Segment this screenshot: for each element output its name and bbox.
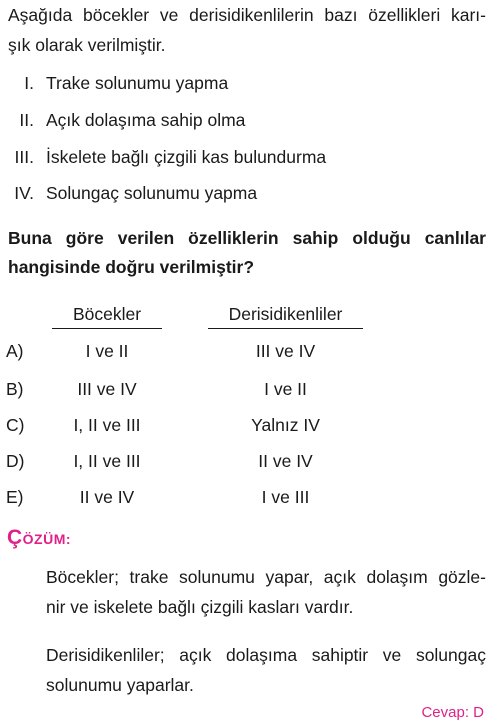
statement-2-text: Açık dolaşıma sahip olma: [46, 110, 246, 130]
statement-1: [0, 72, 491, 96]
column-header-derisidikenliler-underline: [208, 328, 363, 329]
solution-heading-rest: ÖZÜM:: [22, 531, 72, 547]
option-b[interactable]: [0, 379, 491, 403]
solution-heading: [7, 526, 71, 550]
statement-1-text: Trake solunumu yapma: [46, 73, 229, 93]
statement-1-number: I.: [24, 73, 34, 93]
solution-para-2-line-2: solunumu yaparlar.: [46, 675, 194, 695]
option-a-bocekler: I ve II: [85, 341, 129, 361]
statement-2: [0, 109, 491, 133]
question-prompt-line-1: Buna göre verilen özelliklerin sahip olduğu canlılar: [8, 228, 486, 248]
option-c[interactable]: [0, 415, 491, 439]
option-b-letter: B): [6, 379, 24, 399]
statement-2-number: II.: [19, 110, 34, 130]
column-header-derisidikenliler: Derisidikenliler: [228, 304, 343, 324]
option-a[interactable]: [0, 341, 491, 365]
statement-4-number: IV.: [14, 183, 34, 203]
solution-heading-initial: Ç: [7, 526, 23, 549]
option-e-bocekler: II ve IV: [79, 487, 135, 507]
option-e[interactable]: [0, 487, 491, 511]
option-d-bocekler: I, II ve III: [73, 451, 141, 471]
answer-label: Cevap: D: [421, 704, 484, 721]
statement-3-text: İskelete bağlı çizgili kas bulundurma: [46, 147, 327, 167]
statement-4-text: Solungaç solunumu yapma: [46, 183, 258, 203]
option-a-letter: A): [6, 341, 24, 361]
option-a-derisidikenliler: III ve IV: [255, 341, 316, 361]
option-c-letter: C): [6, 415, 25, 435]
question-prompt-line-2: hangisinde doğru verilmiştir?: [8, 257, 255, 277]
question-intro-line-2: şık olarak verilmiştir.: [8, 35, 166, 55]
option-e-letter: E): [6, 487, 24, 507]
solution-para-1-line-1: Böcekler; trake solunumu yapar, açık dolaşım gözle-: [46, 567, 486, 587]
option-d-derisidikenliler: II ve IV: [258, 451, 313, 471]
option-d[interactable]: [0, 451, 491, 475]
question-intro-line-1: Aşağıda böcekler ve derisidikenlilerin bazı özellikleri karı-: [8, 5, 486, 25]
statement-3: [0, 146, 491, 170]
option-b-derisidikenliler: I ve II: [264, 379, 307, 399]
option-d-letter: D): [6, 451, 25, 471]
column-header-bocekler-underline: [52, 328, 162, 329]
option-c-derisidikenliler: Yalnız IV: [251, 415, 320, 435]
solution-para-1-line-2: nir ve iskelete bağlı çizgili kasları vardır.: [46, 597, 354, 617]
option-b-bocekler: III ve IV: [77, 379, 137, 399]
statement-3-number: III.: [14, 147, 34, 167]
solution-para-2-line-1: Derisidikenliler; açık dolaşıma sahiptir ve solungaç: [46, 645, 486, 665]
statement-4: [0, 182, 491, 206]
option-e-derisidikenliler: I ve III: [261, 487, 310, 507]
option-c-bocekler: I, II ve III: [73, 415, 141, 435]
column-header-bocekler: Böcekler: [72, 304, 142, 324]
